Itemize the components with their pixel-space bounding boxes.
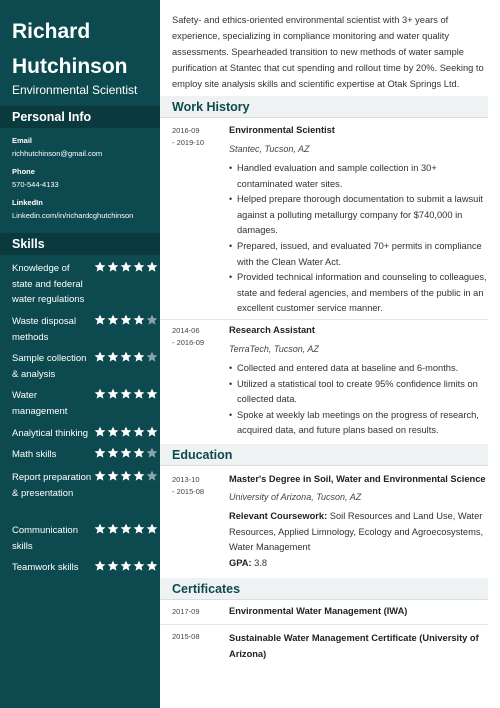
gpa-label: GPA: (229, 558, 252, 568)
star-filled-icon (146, 523, 159, 536)
skill-rating (94, 261, 159, 275)
education-end-date: - 2015-08 (172, 487, 205, 496)
education-degree: Master's Degree in Soil, Water and Environmental Science (229, 474, 486, 484)
divider (160, 624, 488, 625)
coursework-list: Soil Resources and Land Use, Water Resources, Applied Limnology, Ecology and Agroecosystems, Water Management (229, 511, 484, 553)
skill-rating (94, 523, 159, 537)
star-empty-icon (146, 470, 159, 483)
star-empty-icon (146, 314, 159, 327)
star-filled-icon (107, 261, 120, 274)
skill-name: Sample collection & analysis (12, 353, 87, 380)
work-history-header (160, 96, 488, 118)
star-filled-icon (107, 523, 120, 536)
star-filled-icon (107, 470, 120, 483)
star-filled-icon (133, 560, 146, 573)
job-2-company: TerraTech, Tucson, AZ (229, 344, 319, 354)
star-filled-icon (107, 314, 120, 327)
star-filled-icon (94, 261, 107, 274)
linkedin-value[interactable]: Linkedin.com/in/richardcghutchinson (12, 211, 134, 220)
star-filled-icon (120, 351, 133, 364)
job-2-end-date: - 2016-09 (172, 338, 205, 347)
sidebar (0, 0, 160, 708)
list-item: • Helped prepare thorough documentation to submit a lawsuit against a polluting metallurgy company for $740,000 in damages. (229, 192, 489, 239)
job-1-role: Environmental Scientist (229, 125, 335, 135)
star-filled-icon (120, 426, 133, 439)
last-name: Hutchinson (12, 55, 128, 78)
first-name: Richard (12, 20, 91, 43)
star-filled-icon (107, 447, 120, 460)
skill-name: Teamwork skills (12, 562, 79, 573)
email-value[interactable]: richhutchinson@gmail.com (12, 149, 103, 158)
skill-name: Analytical thinking (12, 428, 89, 439)
skill-name: Communication skills (12, 525, 78, 552)
star-filled-icon (107, 426, 120, 439)
certificate-2-name: Sustainable Water Management Certificate (University of Arizona) (229, 633, 479, 659)
list-item: • Spoke at weekly lab meetings on the progress of research, acquired data, and future plans based on results. (229, 408, 489, 439)
education-heading: Education (172, 448, 233, 462)
phone-value: 570-544-4133 (12, 180, 59, 189)
star-filled-icon (133, 523, 146, 536)
education-coursework (229, 509, 491, 556)
education-start-date: 2013-10 (172, 475, 200, 484)
gpa-value: 3.8 (254, 558, 268, 568)
education-header (160, 444, 488, 466)
list-item: • Prepared, issued, and evaluated 70+ permits in compliance with the Clean Water Act. (229, 239, 489, 270)
candidate-name (12, 14, 158, 84)
star-filled-icon (133, 261, 146, 274)
skills-heading: Skills (0, 233, 160, 255)
job-1-end-date: - 2019-10 (172, 138, 205, 147)
skill-rating (94, 314, 159, 328)
skill-rating (94, 426, 159, 440)
list-item: • Provided technical information and counseling to colleagues, state and federal agencies, and members of the public in an excellent customer service manner. (229, 270, 489, 317)
certificate-1-name: Environmental Water Management (IWA) (229, 606, 408, 616)
skill-rating (94, 447, 159, 461)
list-item: • Collected and entered data at baseline and 6-months. (229, 361, 489, 377)
email-label: Email (12, 136, 33, 145)
star-filled-icon (120, 560, 133, 573)
skill-name: Water management (12, 390, 68, 417)
skill-name: Math skills (12, 449, 57, 460)
linkedin-label: LinkedIn (12, 198, 43, 207)
star-filled-icon (94, 523, 107, 536)
star-empty-icon (146, 351, 159, 364)
skill-rating (94, 388, 159, 402)
star-filled-icon (133, 351, 146, 364)
work-history-heading: Work History (172, 100, 250, 114)
job-2-start-date: 2014-06 (172, 326, 200, 335)
job-1-start-date: 2016-09 (172, 126, 200, 135)
skill-name: Report preparation & presentation (12, 472, 92, 499)
job-1-bullets (229, 161, 489, 317)
certificates-heading: Certificates (172, 582, 241, 596)
skill-rating (94, 470, 159, 484)
phone-label: Phone (12, 167, 35, 176)
star-filled-icon (120, 314, 133, 327)
professional-summary: Safety- and ethics-oriented environmental scientist with 3+ years of experience, specializing in compliance monitoring and water quality assessments. Spearheaded transition to new methods of water sample purification at Stantec that cut spending and rollout time by 20%. Seeking to employ site analysis skills and scientific expertise at Otak Springs Ltd. (172, 15, 484, 89)
star-filled-icon (120, 523, 133, 536)
star-filled-icon (120, 447, 133, 460)
star-filled-icon (94, 314, 107, 327)
personal-info-heading: Personal Info (0, 106, 160, 128)
star-filled-icon (146, 560, 159, 573)
skill-rating (94, 351, 159, 365)
star-filled-icon (107, 388, 120, 401)
star-filled-icon (120, 470, 133, 483)
job-title: Environmental Scientist (12, 83, 138, 97)
star-filled-icon (146, 388, 159, 401)
main-content (160, 0, 500, 708)
star-filled-icon (120, 388, 133, 401)
skill-rating (94, 560, 159, 574)
job-2-dates (172, 325, 204, 349)
star-filled-icon (133, 426, 146, 439)
divider (160, 319, 488, 320)
certificate-1-date: 2017-09 (172, 607, 200, 616)
education-gpa (229, 556, 491, 572)
certificate-2-date: 2015-08 (172, 632, 200, 641)
star-filled-icon (146, 261, 159, 274)
star-filled-icon (133, 314, 146, 327)
skill-name: Knowledge of state and federal water regulations (12, 263, 85, 305)
star-filled-icon (107, 560, 120, 573)
star-filled-icon (107, 351, 120, 364)
star-filled-icon (94, 426, 107, 439)
star-filled-icon (94, 351, 107, 364)
star-empty-icon (146, 447, 159, 460)
job-1-company: Stantec, Tucson, AZ (229, 144, 310, 154)
star-filled-icon (94, 388, 107, 401)
star-filled-icon (94, 447, 107, 460)
star-filled-icon (133, 447, 146, 460)
certificates-header (160, 578, 488, 600)
star-filled-icon (94, 470, 107, 483)
coursework-label: Relevant Coursework: (229, 511, 328, 521)
education-dates (172, 474, 204, 498)
skill-name: Waste disposal methods (12, 316, 77, 343)
star-filled-icon (94, 560, 107, 573)
job-2-bullets (229, 361, 489, 439)
star-filled-icon (133, 388, 146, 401)
star-filled-icon (133, 470, 146, 483)
job-1-dates (172, 125, 204, 149)
star-filled-icon (120, 261, 133, 274)
list-item: • Handled evaluation and sample collection in 30+ contaminated water sites. (229, 161, 489, 192)
star-filled-icon (146, 426, 159, 439)
education-school: University of Arizona, Tucson, AZ (229, 492, 362, 502)
list-item: • Utilized a statistical tool to create 95% confidence limits on collected data. (229, 377, 489, 408)
job-2-role: Research Assistant (229, 325, 315, 335)
